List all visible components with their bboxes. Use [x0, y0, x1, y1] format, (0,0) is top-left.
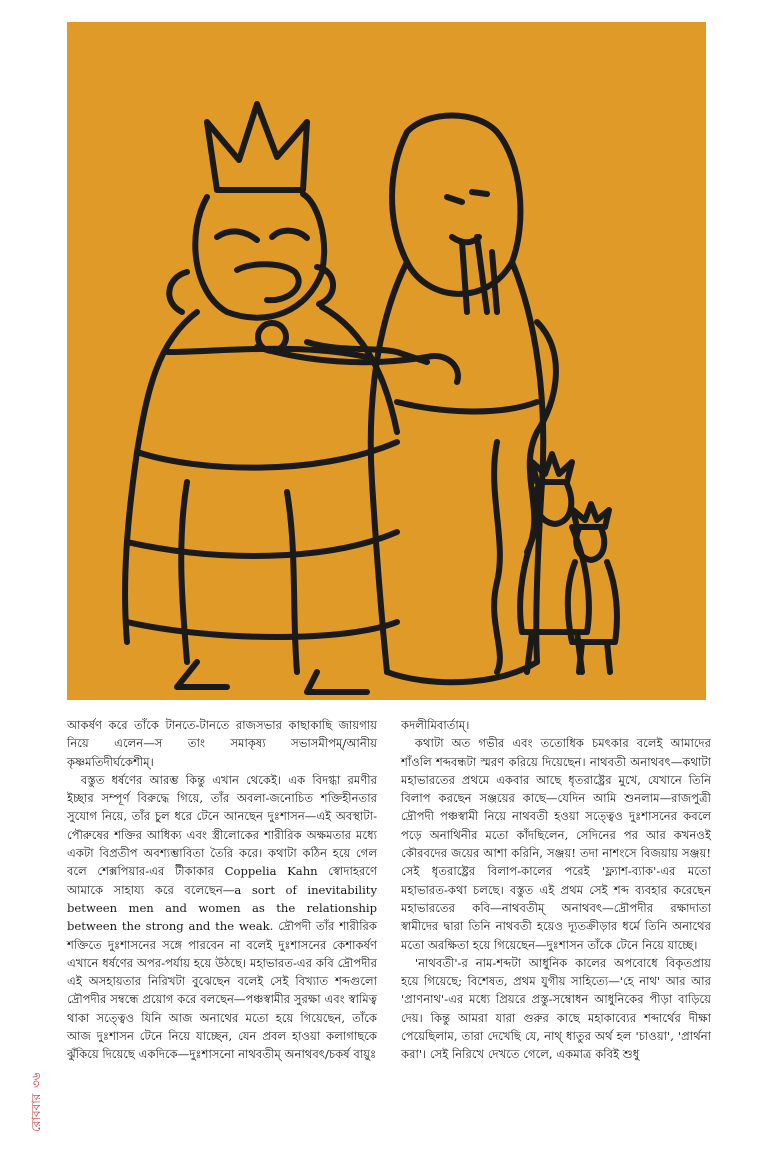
- ink-drawing: [67, 22, 706, 700]
- magazine-name: রোববার: [29, 1093, 43, 1132]
- body-left-figure: [125, 312, 197, 642]
- right-text-column: [401, 716, 711, 1064]
- crown-left-figure: [207, 104, 307, 190]
- page-number: ৩৬: [29, 1072, 43, 1088]
- illustration-panel: [67, 22, 706, 700]
- paragraph: 'নাথবতী'-র নাম-শব্দটা আধুনিক কালের অপবোধে বিকৃতপ্রায় হয়ে গিয়েছে; বিশেষত, প্রথম যুগীয় সাহিত্যে—'হে নাথ' আর আর 'প্রাণনাথ'-এর মধ্যে প্রিয়রে প্রস্তু-সম্বোধন আধুনিকের পীড়া বাড়িয়ে দেয়। কিন্তু আমরা যারা গুরুর কাছে মহাকাব্যের শব্দার্থের দীক্ষা পেয়েছিলাম, তারা দেখেছি যে, নাথ্ ধাতুর অর্থ হল 'চাওয়া', 'প্রার্থনা করা'। সেই নিরিখে দেখতে গেলে, একমাত্র কবিই শুধু: [401, 955, 711, 1062]
- paragraph: বস্তুত ধর্ষণের আরম্ভ কিন্তু এখান থেকেই। এক বিদগ্ধা রমণীর ইচ্ছার সম্পূর্ণ বিরুদ্ধে গিয়ে, তাঁর অবলা-জনোচিত শক্তিহীনতার সুযোগ নিয়ে, তাঁর চুল ধরে টেনে আনছেন দুঃশাসন—এই অবস্থাটা-পৌরুষের শক্তির আধিক্য এবং স্ত্রীলোকের শারীরিক অক্ষমতার মধ্যে একটা বিপ্রতীপ অবশ্যম্ভাবিতা তৈরি করে। কথাটা কঠিন হয়ে গেল বলে শেক্সপিয়ার-এর টীকাকার Coppelia Kahn স্বোদাহরণে আমাকে সাহায্য করে বলেছেন—a sort of inevitability between men and women as the relationship between the strong and the weak. দ্রৌপদী তাঁর শারীরিক শক্তিতে দুঃশাসনের সঙ্গে পারবেন না বলেই দুঃশাসনের কেশাকর্ষণ এখানে ধর্ষণের অপর-পর্যায় হয়ে উঠছে। মহাভারত-এর কবি দ্রৌপদীর এই অসহায়তার নিরিখটা বুঝেছেন বলেই সেই বিখ্যাত শব্দগুলো দ্রৌপদীর সম্বন্ধে প্রয়োগ করে বলছেন—পঞ্চস্বামীর সুরক্ষা এবং স্বামিত্ব থাকা সত্ত্বেও যিনি আজ অনাথের মতো হয়ে গিয়েছেন, তাঁকে আজ দুঃশাসন টেনে নিয়ে যাচ্ছেন, যেন প্রবল হাওয়া কলাগাছকে ঝুঁকিয়ে দিয়েছে একদিকে—দুঃশাসনো নাথবতীম্ অনাথবৎ/চকর্ষ বায়ুঃ: [67, 772, 377, 1062]
- folio: [16, 1012, 56, 1132]
- small-figure-1: [532, 454, 572, 482]
- left-text-column: [67, 716, 377, 1064]
- paragraph: কদলীমিবার্তাম্।: [401, 718, 470, 732]
- paragraph: আকর্ষণ করে তাঁকে টানতে-টানতে রাজসভার কাছাকাছি জায়গায় নিয়ে এলেন—স তাং সমাকৃষ্য সভাসমীপম্/আনীয় কৃষ্ণমতিদীর্ঘকেশীম্।: [67, 718, 377, 769]
- paragraph: কথাটা অত গভীর এবং ততোধিক চমৎকার বলেই আমাদের শাঁওলি শব্দবন্ধটা স্মরণ করিয়ে দিয়েছেন। নাথবতী অনাথবৎ—কথাটা মহাভারতের প্রথমে একবার আছে ধৃতরাষ্ট্রের মুখে, যেখানে তিনি বিলাপ করছেন সঞ্জয়ের কাছে—যেদিন আমি শুনলাম—রাজপুত্রী দ্রৌপদী পঞ্চস্বামী নিয়ে নাথবতী হওয়া সত্ত্বেও দুঃশাসনের কবলে পড়ে অনাথিনীর মতো কাঁদছিলেন, সেদিনের পর আর কখনওই কৌরবদের জয়ের আশা করিনি, সঞ্জয়! তদা নাশংসে বিজয়ায় সঞ্জয়! সেই ধৃতরাষ্ট্রের বিলাপ-কালের পরেই 'ফ্ল্যাশ-ব্যাক'-এর মতো মহাভারত-কথা চলছে। বস্তুত এই প্রথম সেই শব্দ ব্যবহার করেছেন মহাভারতের কবি—নাথবতীম্ অনাথবৎ—দ্রৌপদীর রক্ষাদাতা স্বামীদের দ্বারা তিনি নাথবতী হয়েও দ্যূতক্রীড়ার ধর্মে তিনি অনাথের মতো অরক্ষিতা হয়ে গিয়েছেন—দুঃশাসন তাঁকে টেনে নিয়ে যাচ্ছে।: [401, 736, 711, 952]
- head-right-figure: [392, 116, 520, 294]
- small-figure-2: [573, 504, 609, 527]
- head-left-figure: [195, 194, 324, 318]
